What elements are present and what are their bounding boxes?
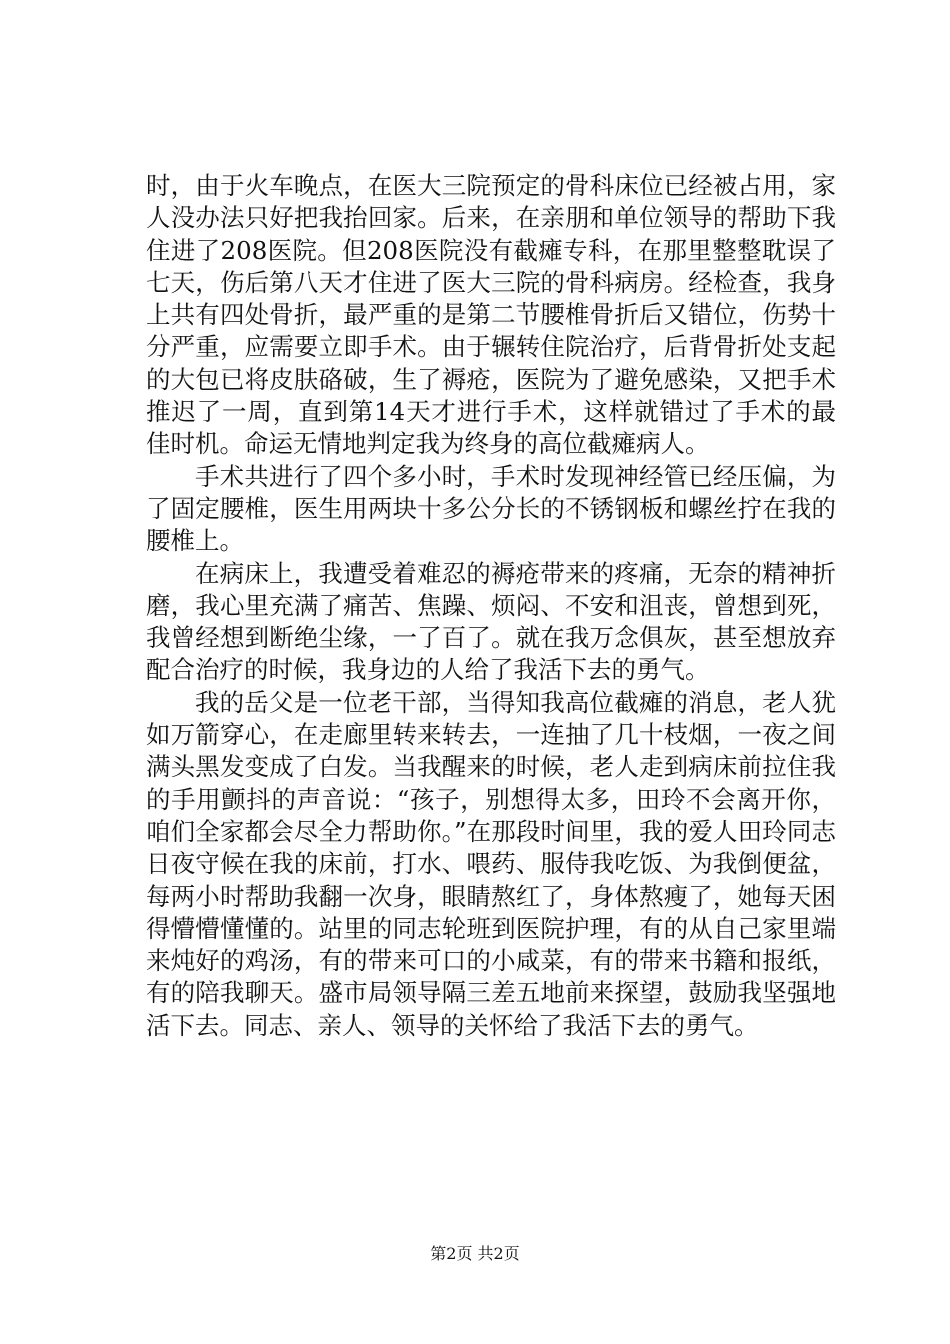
paragraph-3: 在病床上，我遭受着难忍的褥疮带来的疼痛，无奈的精神折磨，我心里充满了痛苦、焦躁、烦闷、不安和沮丧，曾想到死，我曾经想到断绝尘缘，一了百了。就在我万念俱灰，甚至想放弃配合治疗的时候，我身边的人给了我活下去的勇气。 — [146, 558, 836, 685]
document-body — [146, 170, 836, 1042]
paragraph-2: 手术共进行了四个多小时，手术时发现神经管已经压偏，为了固定腰椎，医生用两块十多公分长的不锈钢板和螺丝拧在我的腰椎上。 — [146, 461, 836, 556]
page-footer: 第2页 共2页 — [430, 1244, 520, 1263]
paragraph-1: 时，由于火车晚点，在医大三院预定的骨科床位已经被占用，家人没办法只好把我抬回家。后来，在亲朋和单位领导的帮助下我住进了208医院。但208医院没有截瘫专科，在那里整整耽误了七天，伤后第八天才住进了医大三院的骨科病房。经检查，我身上共有四处骨折，最严重的是第二节腰椎骨折后又错位，伤势十分严重，应需要立即手术。由于辗转住院治疗，后背骨折处支起的大包已将皮肤硌破，生了褥疮，医院为了避免感染，又把手术推迟了一周，直到第14天才进行手术，这样就错过了手术的最佳时机。命运无情地判定我为终身的高位截瘫病人。 — [146, 171, 836, 459]
paragraph-4: 我的岳父是一位老干部，当得知我高位截瘫的消息，老人犹如万箭穿心，在走廊里转来转去，一连抽了几十枝烟，一夜之间满头黑发变成了白发。当我醒来的时候，老人走到病床前拉住我的手用颤抖的声音说：“孩子，别想得太多，田玲不会离开你，咱们全家都会尽全力帮助你。”在那段时间里，我的爱人田玲同志日夜守候在我的床前，打水、喂药、服侍我吃饭、为我倒便盆，每两小时帮助我翻一次身，眼睛熬红了，身体熬瘦了，她每天困得懵懵懂懂的。站里的同志轮班到医院护理，有的从自己家里端来炖好的鸡汤，有的带来可口的小咸菜，有的带来书籍和报纸，有的陪我聊天。盛市局领导隔三差五地前来探望，鼓励我坚强地活下去。同志、亲人、领导的关怀给了我活下去的勇气。 — [146, 687, 836, 1040]
